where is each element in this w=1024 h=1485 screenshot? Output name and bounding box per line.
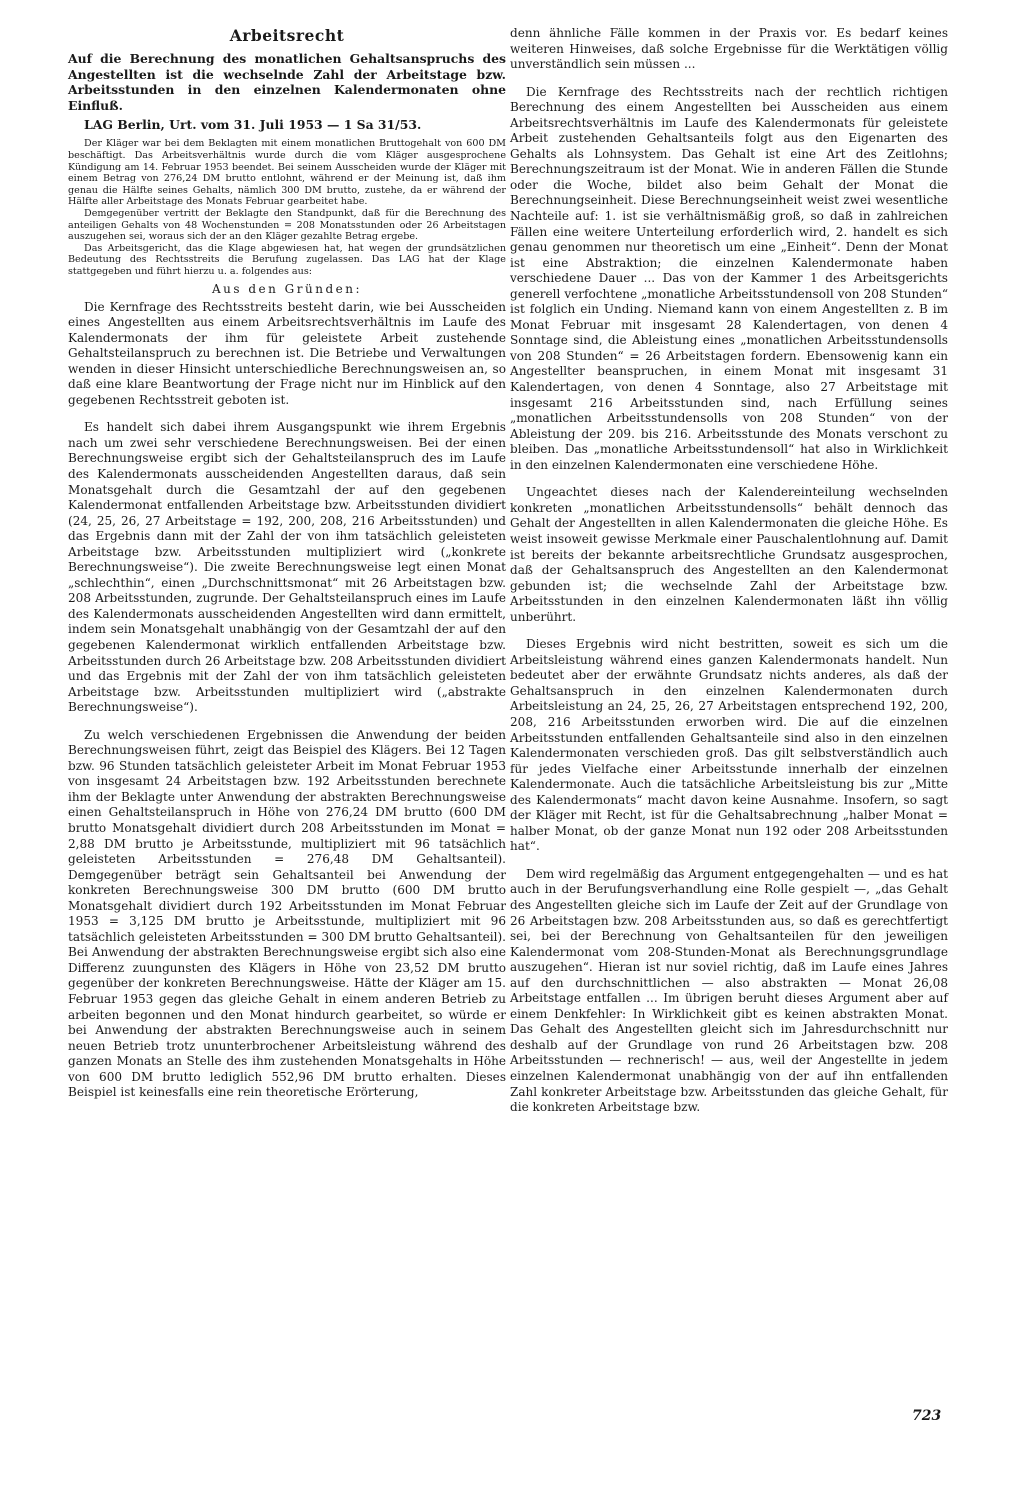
body-paragraph: Die Kernfrage des Rechtsstreits besteht darin, wie bei Ausscheiden eines Angestellten aus einem Arbeitsrechtsverhältnis im Laufe des Kalendermonats der ihm für geleistete Arbeit zustehende Gehaltsteilanspruch zu berechnen ist. Die Betriebe und Verwaltungen wenden in dieser Hinsicht unterschiedliche Berechnungsweisen an, so daß eine klare Beantwortung der Frage nicht nur im Hinblick auf den gegebenen Rechtsstreit geboten ist. (68, 299, 506, 407)
body-paragraph: Dieses Ergebnis wird nicht bestritten, soweit es sich um die Arbeitsleistung während eines ganzen Kalendermonats handelt. Nun bedeutet aber der erwähnte Grundsatz nichts anderes, als daß der Gehaltsanspruch in den einzelnen Kalendermonaten durch Arbeitsleistung an 24, 25, 26, 27 Arbeitstagen entsprechend 192, 200, 208, 216 Arbeitsstunden erworben wird. Die auf die einzelnen Arbeitsstunden entfallenden Gehaltsanteile sind also in den einzelnen Kalendermonaten verschieden groß. Das gilt selbstverständlich auch für jedes Vielfache einer Arbeitsstunde innerhalb der einzelnen Kalendermonate. Auch die tatsächliche Arbeitsleistung bis zur „Mitte des Kalendermonats“ macht davon keine Ausnahme. Insofern, so sagt der Kläger mit Recht, ist für die Gehaltsabrechnung „halber Monat = halber Monat, ob der ganze Monat nun 192 oder 208 Arbeitsstunden hat“. (510, 637, 948, 854)
body-paragraph: Die Kernfrage des Rechtsstreits nach der rechtlich richtigen Berechnung des einem Angestellten bei Ausscheiden aus einem Arbeitsrechtsverhältnis im Laufe des Kalendermonats für geleistete Arbeit zustehenden Gehaltsanteils folgt aus den Eigenarten des Gehalts als Lohnsystem. Das Gehalt ist eine Art des Zeitlohns; Berechnungszeitraum ist der Monat. Wie in anderen Fällen die Stunde oder die Woche, bildet also beim Gehalt der Monat die Berechnungseinheit. Diese Berechnungseinheit weist zwei wesentliche Nachteile auf: 1. ist sie verhältnismäßig groß, so daß in zahlreichen Fällen eine weitere Unterteilung erforderlich wird, 2. handelt es sich genau genommen nur theoretisch um eine „Einheit“. Denn der Monat ist eine Abstraktion; die einzelnen Kalendermonate haben verschiedene Dauer ... Das von der Kammer 1 des Arbeitsgerichts generell verfochtene „monatliche Arbeitsstundensoll von 208 Stunden“ ist folglich ein Unding. Niemand kann von einem Angestellten z. B im Monat Februar mit insgesamt 28 Kalendertagen, von denen 4 Sonntage sind, die Ableistung eines „monatlichen Arbeitsstundensolls von 208 Stunden“ = 26 Arbeitstagen fordern. Ebensowenig kann ein Angestellter beanspruchen, in einem Monat mit insgesamt 31 Kalendertagen, von denen 4 Sonntage, also 27 Arbeitstage mit insgesamt 216 Arbeitsstunden sind, nach Erfüllung seines „monatlichen Arbeitsstundensolls von 208 Stunden“ von der Ableistung der 209. bis 216. Arbeitsstunde des Monats verschont zu bleiben. Das „monatliche Arbeitsstundensoll“ hat also in Wirklichkeit in den einzelnen Kalendermonaten eine verschiedene Höhe. (510, 84, 948, 472)
headnote: Auf die Berechnung des monatlichen Gehaltsanspruchs des Angestellten ist die wechselnde Zahl der Arbeitstage bzw. Arbeitsstunden in den einzelnen Kalendermonaten ohne Einfluß. (68, 51, 506, 113)
body-paragraph: Zu welch verschiedenen Ergebnissen die Anwendung der beiden Berechnungsweisen führt, zeigt das Beispiel des Klägers. Bei 12 Tagen bzw. 96 Stunden tatsächlich geleisteter Arbeit im Monat Februar 1953 von insgesamt 24 Arbeitstagen bzw. 192 Arbeitsstunden berechnete ihm der Beklagte unter Anwendung der abstrakten Berechnungsweise einen Gehaltsteilanspruch in Höhe von 276,24 DM brutto (600 DM brutto Monatsgehalt dividiert durch 208 Arbeitsstunden im Monat = 2,88 DM brutto je Arbeitsstunde, multipliziert mit 96 tatsächlich geleisteten Arbeitsstunden = 276,48 DM Gehaltsanteil). Demgegenüber beträgt sein Gehaltsanteil bei Anwendung der konkreten Berechnungsweise 300 DM brutto (600 DM brutto Monatsgehalt dividiert durch 192 Arbeitsstunden im Monat Februar 1953 = 3,125 DM brutto je Arbeitsstunde, multipliziert mit 96 tatsächlich geleisteten Arbeitsstunden = 300 DM brutto Gehaltsanteil). Bei Anwendung der abstrakten Berechnungsweise ergibt sich also eine Differenz zuungunsten des Klägers in Höhe von 23,52 DM brutto gegenüber der konkreten Berechnungsweise. Hätte der Kläger am 15. Februar 1953 gegen das gleiche Gehalt in einem anderen Betrieb zu arbeiten begonnen und den Monat hindurch gearbeitet, so würde er bei Anwendung der abstrakten Berechnungsweise auch in seinem neuen Betrieb trotz ununterbrochener Arbeitsleistung während des ganzen Monats an Stelle des ihm zustehenden Monatsgehalts in Höhe von 600 DM brutto lediglich 552,96 DM brutto erhalten. Dieses Beispiel ist keinesfalls eine rein theoretische Erörterung, (68, 727, 506, 1100)
facts-paragraph: Demgegenüber vertritt der Beklagte den Standpunkt, daß für die Berechnung des anteiligen Gehalts von 48 Wochenstunden = 208 Monatsstunden oder 26 Arbeitstagen auszugehen sei, woraus sich der an den Kläger gezahlte Betrag ergebe. (68, 207, 506, 243)
facts-paragraph: Der Kläger war bei dem Beklagten mit einem monatlichen Bruttogehalt von 600 DM beschäftigt. Das Arbeitsverhältnis wurde durch die vom Kläger ausgesprochene Kündigung am 14. Februar 1953 beendet. Bei seinem Ausscheiden wurde der Kläger mit einem Betrag von 276,24 DM brutto entlohnt, während er der Meinung ist, daß ihm genau die Hälfte seines Gehalts, nämlich 300 DM brutto, zustehe, da er während der Hälfte aller Arbeitstage des Monats Februar gearbeitet habe. (68, 138, 506, 208)
body-paragraph: Es handelt sich dabei ihrem Ausgangspunkt wie ihrem Ergebnis nach um zwei sehr verschiedene Berechnungsweisen. Bei der einen Berechnungsweise ergibt sich der Gehaltsteilanspruch des im Laufe des Kalendermonats ausscheidenden Angestellten daraus, daß sein Monatsgehalt durch die Gesamtzahl der auf den gegebenen Kalendermonat entfallenden Arbeitstage bzw. Arbeitsstunden dividiert (24, 25, 26, 27 Arbeitstage = 192, 200, 208, 216 Arbeitsstunden) und das Ergebnis dann mit der Zahl der von ihm tatsächlich geleisteten Arbeitstage bzw. Arbeitsstunden multipliziert wird („konkrete Berechnungsweise“). Die zweite Berechnungsweise legt einen Monat „schlechthin“, einen „Durchschnittsmonat“ mit 26 Arbeitstagen bzw. 208 Arbeitsstunden, zugrunde. Der Gehaltsteilanspruch eines im Laufe des Kalendermonats ausscheidenden Angestellten wird dann ermittelt, indem sein Monatsgehalt unabhängig von der Gesamtzahl der auf den gegebenen Kalendermonat wirklich entfallenden Arbeitstage bzw. Arbeitsstunden durch 26 Arbeitstage bzw. 208 Arbeitsstunden dividiert und das Ergebnis mit der Zahl der von ihm tatsächlich geleisteten Arbeitstage bzw. Arbeitsstunden multipliziert wird („abstrakte Berechnungsweise“). (68, 420, 506, 715)
page-number: 723 (912, 1408, 942, 1424)
body-paragraph: denn ähnliche Fälle kommen in der Praxis vor. Es bedarf keines weiteren Hinweises, daß solche Ergebnisse für die Werktätigen völlig unverständlich sein müssen ... (510, 26, 948, 72)
body-paragraph: Ungeachtet dieses nach der Kalendereinteilung wechselnden konkreten „monatlichen Arbeitsstundensolls“ behält dennoch das Gehalt der Angestellten in allen Kalendermonaten die gleiche Höhe. Es weist insoweit gewisse Merkmale einer Pauschalentlohnung auf. Damit ist bereits der bekannte arbeitsrechtliche Grundsatz ausgesprochen, daß der Gehaltsanspruch des Angestellten an den Kalendermonat gebunden ist; die wechselnde Zahl der Arbeitstage bzw. Arbeitsstunden in den einzelnen Kalendermonaten läßt ihn völlig unberührt. (510, 485, 948, 624)
right-column (510, 26, 948, 1128)
facts-paragraph: Das Arbeitsgericht, das die Klage abgewiesen hat, hat wegen der grundsätzlichen Bedeutung des Rechtsstreits die Berufung zugelassen. Das LAG hat der Klage stattgegeben und führt hierzu u. a. folgendes aus: (68, 242, 506, 277)
section-title: Arbeitsrecht (229, 26, 345, 45)
left-column (68, 26, 506, 1113)
court-citation: LAG Berlin, Urt. vom 31. Juli 1953 — 1 Sa 31/53. (84, 117, 422, 133)
body-paragraph: Dem wird regelmäßig das Argument entgegengehalten — und es hat auch in der Berufungsverhandlung eine Rolle gespielt —, „das Gehalt des Angestellten gleiche sich im Laufe der Zeit auf der Grundlage von 26 Arbeitstagen bzw. 208 Arbeitsstunden aus, so daß es gerechtfertigt sei, bei der Berechnung von Gehaltsanteilen für den jeweiligen Kalendermonat vom 208-Stunden-Monat als Berechnungsgrundlage auszugehen“. Hieran ist nur soviel richtig, daß im Laufe eines Jahres auf den durchschnittlichen — also abstrakten — Monat 26,08 Arbeitstage entfallen ... Im übrigen beruht dieses Argument aber auf einem Denkfehler: In Wirklichkeit gibt es keinen abstrakten Monat. Das Gehalt des Angestellten gleicht sich im Jahresdurchschnitt nur deshalb auf der Grundlage von rund 26 Arbeitstagen bzw. 208 Arbeitsstunden — rechnerisch! — aus, weil der Angestellte in jedem einzelnen Kalendermonat unabhängig von der auf ihn entfallenden Zahl konkreter Arbeitstage bzw. Arbeitsstunden das gleiche Gehalt, für die konkreten Arbeitstage bzw. (510, 866, 948, 1115)
reasons-heading: Aus den Gründen: (211, 281, 363, 296)
